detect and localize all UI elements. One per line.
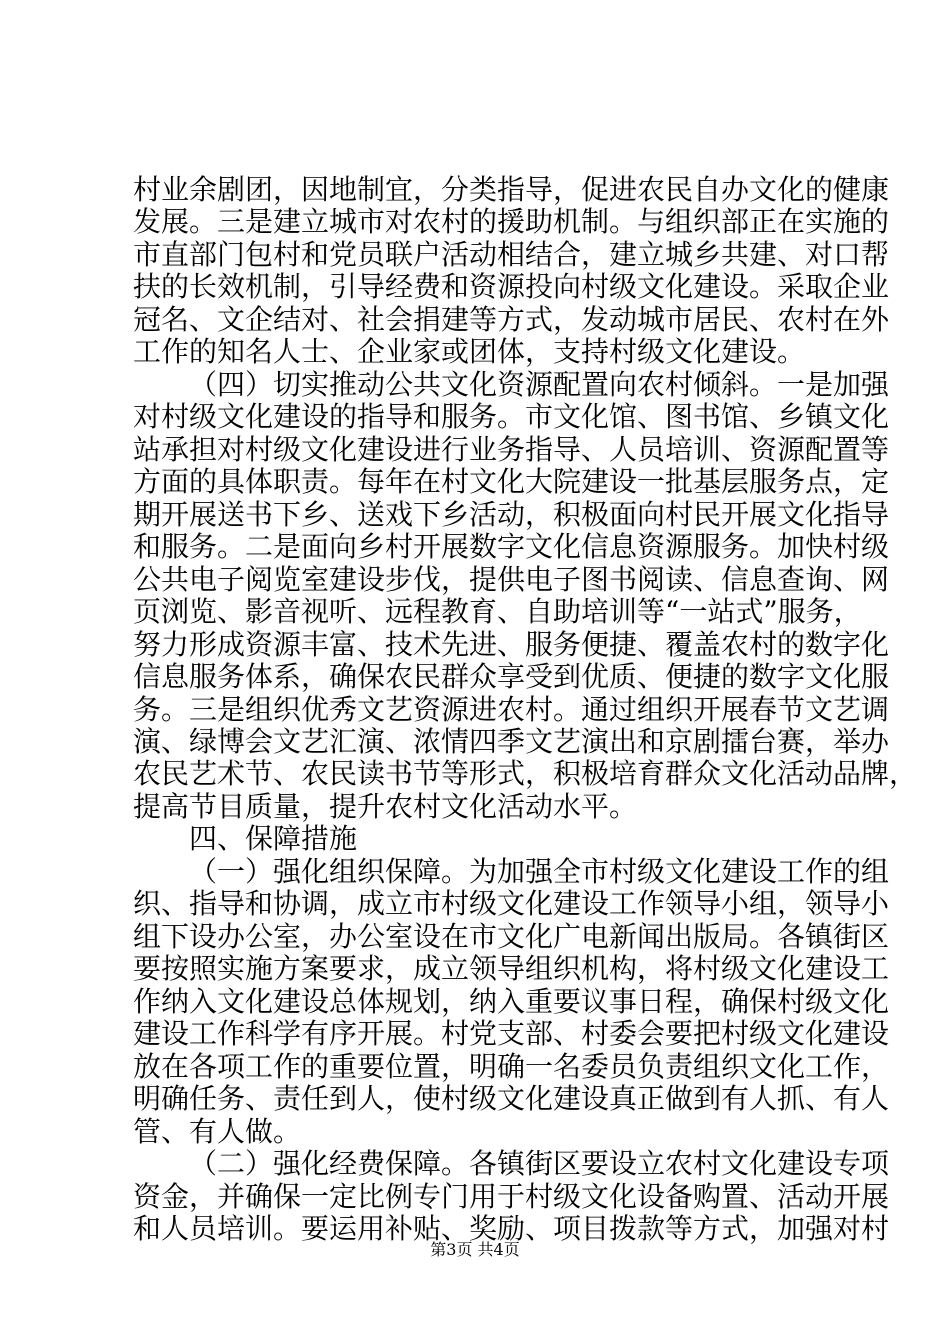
- text-line: 管、有人做。: [133, 1115, 302, 1148]
- text-line: 提高节目质量，提升农村文化活动水平。: [133, 790, 638, 823]
- text-line: 信息服务体系，确保农民群众享受到优质、便捷的数字文化服: [133, 660, 890, 693]
- text-line: 四、保障措施: [189, 822, 358, 855]
- text-line: 扶的长效机制，引导经费和资源投向村级文化建设。采取企业: [133, 270, 890, 303]
- text-line: 市直部门包村和党员联户活动相结合，建立城乡共建、对口帮: [133, 238, 890, 271]
- text-line: 期开展送书下乡、送戏下乡活动，积极面向村民开展文化指导: [133, 498, 890, 531]
- text-line: 努力形成资源丰富、技术先进、服务便捷、覆盖农村的数字化: [133, 628, 890, 661]
- text-line: 农民艺术节、农民读书节等形式，积极培育群众文化活动品牌，: [133, 757, 918, 790]
- text-line: 冠名、文企结对、社会捐建等方式，发动城市居民、农村在外: [133, 303, 890, 336]
- text-line: 织、指导和协调，成立市村级文化建设工作领导小组，领导小: [133, 887, 890, 920]
- text-line: （二）强化经费保障。各镇街区要设立农村文化建设专项: [189, 1147, 890, 1180]
- text-line: 页浏览、影音视听、远程教育、自助培训等“一站式”服务，: [133, 595, 862, 628]
- text-line: 村业余剧团，因地制宜，分类指导，促进农民自办文化的健康: [133, 173, 890, 206]
- text-line: 公共电子阅览室建设步伐，提供电子图书阅读、信息查询、网: [133, 563, 890, 596]
- text-line: 演、绿博会文艺汇演、浓情四季文艺演出和京剧擂台赛，举办: [133, 725, 890, 758]
- text-line: 作纳入文化建设总体规划，纳入重要议事日程，确保村级文化: [133, 985, 890, 1018]
- text-line: 和服务。二是面向乡村开展数字文化信息资源服务。加快村级: [133, 530, 890, 563]
- text-line: （一）强化组织保障。为加强全市村级文化建设工作的组: [189, 855, 890, 888]
- text-line: 放在各项工作的重要位置，明确一名委员负责组织文化工作，: [133, 1050, 890, 1083]
- page-footer: 第3页 共4页: [430, 1240, 520, 1259]
- text-line: 和人员培训。要运用补贴、奖励、项目拨款等方式，加强对村: [133, 1212, 890, 1245]
- text-line: 建设工作科学有序开展。村党支部、村委会要把村级文化建设: [133, 1017, 890, 1050]
- text-line: 要按照实施方案要求，成立领导组织机构，将村级文化建设工: [133, 952, 890, 985]
- text-line: 发展。三是建立城市对农村的援助机制。与组织部正在实施的: [133, 205, 890, 238]
- text-line: 工作的知名人士、企业家或团体，支持村级文化建设。: [133, 335, 806, 368]
- text-line: （四）切实推动公共文化资源配置向农村倾斜。一是加强: [189, 368, 890, 401]
- text-line: 明确任务、责任到人，使村级文化建设真正做到有人抓、有人: [133, 1082, 890, 1115]
- text-line: 对村级文化建设的指导和服务。市文化馆、图书馆、乡镇文化: [133, 400, 890, 433]
- text-line: 方面的具体职责。每年在村文化大院建设一批基层服务点，定: [133, 465, 890, 498]
- text-line: 站承担对村级文化建设进行业务指导、人员培训、资源配置等: [133, 433, 890, 466]
- text-line: 组下设办公室，办公室设在市文化广电新闻出版局。各镇街区: [133, 920, 890, 953]
- text-line: 务。三是组织优秀文艺资源进农村。通过组织开展春节文艺调: [133, 693, 890, 726]
- text-line: 资金，并确保一定比例专门用于村级文化设备购置、活动开展: [133, 1180, 890, 1213]
